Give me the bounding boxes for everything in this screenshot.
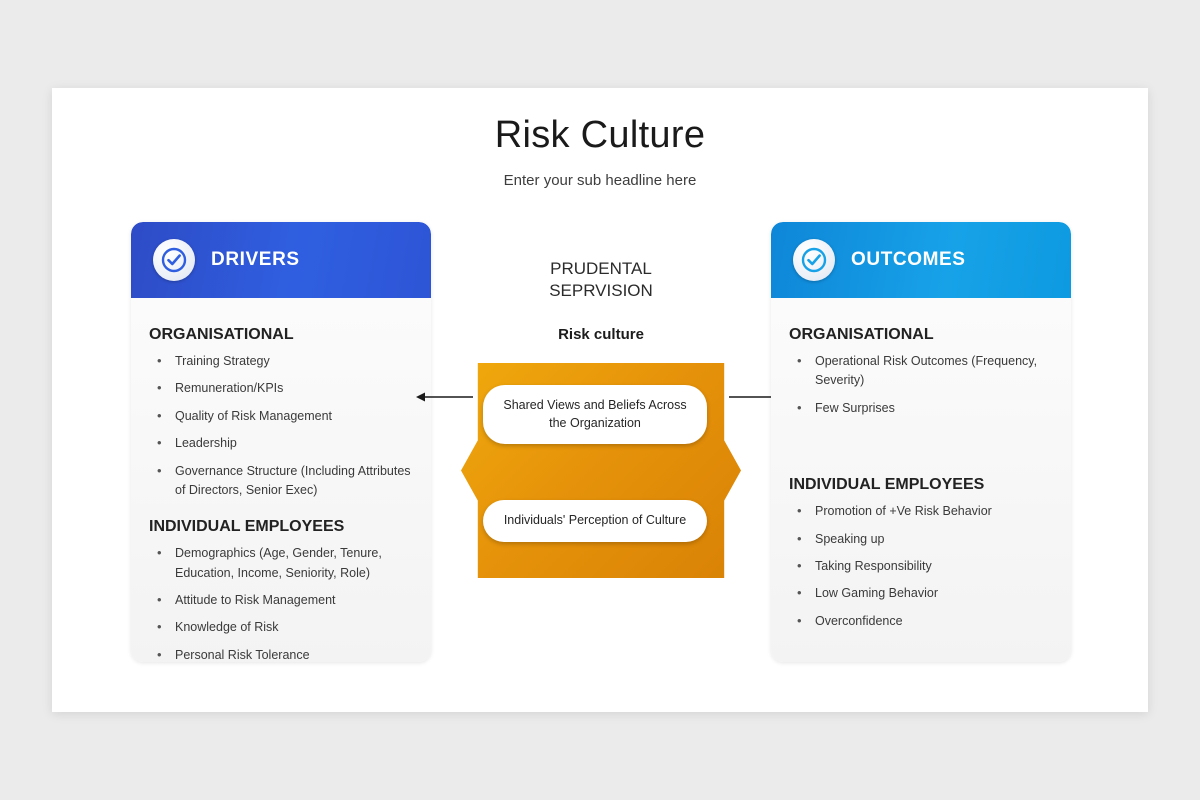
drivers-header <box>131 222 431 298</box>
pill-individual-perception: Individuals' Perception of Culture <box>483 500 707 542</box>
list-item: • Remuneration/KPIs <box>153 379 413 398</box>
drivers-body <box>131 298 431 662</box>
list-item: • Personal Risk Tolerance <box>153 646 413 662</box>
list-item: • Leadership <box>153 434 413 453</box>
center-heading-line2: SEPRVISION <box>549 281 653 301</box>
center-subheading: Risk culture <box>558 326 644 343</box>
center-heading <box>451 258 751 302</box>
list-item: • Operational Risk Outcomes (Frequency, Severity) <box>793 352 1053 391</box>
page-title: Risk Culture <box>494 114 706 156</box>
list-item: • Taking Responsibility <box>793 557 1053 576</box>
check-circle-icon <box>793 239 835 281</box>
outcomes-section-organisational-heading: ORGANISATIONAL <box>789 326 934 343</box>
outcomes-individual-list <box>793 502 1053 631</box>
slide-canvas <box>52 88 1148 712</box>
list-item: • Quality of Risk Management <box>153 407 413 426</box>
outcomes-body <box>771 298 1071 631</box>
drivers-individual-list <box>153 544 413 662</box>
outcomes-organisational-list <box>793 352 1053 418</box>
center-hexagon-block <box>461 363 741 578</box>
list-item: • Low Gaming Behavior <box>793 584 1053 603</box>
list-item: • Knowledge of Risk <box>153 618 413 637</box>
list-item: • Training Strategy <box>153 352 413 371</box>
list-item: • Demographics (Age, Gender, Tenure, Education, Income, Seniority, Role) <box>153 544 413 583</box>
outcomes-panel <box>771 222 1071 662</box>
outcomes-header <box>771 222 1071 298</box>
center-heading-line1: PRUDENTAL <box>550 259 652 278</box>
outcomes-section-individual-heading: INDIVIDUAL EMPLOYEES <box>789 476 985 494</box>
list-item: • Speaking up <box>793 530 1053 549</box>
list-item: • Promotion of +Ve Risk Behavior <box>793 502 1053 521</box>
check-circle-icon <box>153 239 195 281</box>
pill-shared-views: Shared Views and Beliefs Across the Organization <box>483 385 707 444</box>
drivers-section-individual-heading: INDIVIDUAL EMPLOYEES <box>149 518 345 536</box>
list-item: • Overconfidence <box>793 612 1053 631</box>
drivers-section-organisational-heading: ORGANISATIONAL <box>149 326 294 343</box>
list-item: • Governance Structure (Including Attributes of Directors, Senior Exec) <box>153 462 413 501</box>
drivers-title: DRIVERS <box>211 249 300 270</box>
list-item: • Attitude to Risk Management <box>153 591 413 610</box>
outcomes-title: OUTCOMES <box>851 249 966 270</box>
drivers-organisational-list <box>153 352 413 500</box>
drivers-panel <box>131 222 431 662</box>
list-item: • Few Surprises <box>793 399 1053 418</box>
page-subtitle: Enter your sub headline here <box>503 172 697 189</box>
center-group <box>451 222 751 682</box>
